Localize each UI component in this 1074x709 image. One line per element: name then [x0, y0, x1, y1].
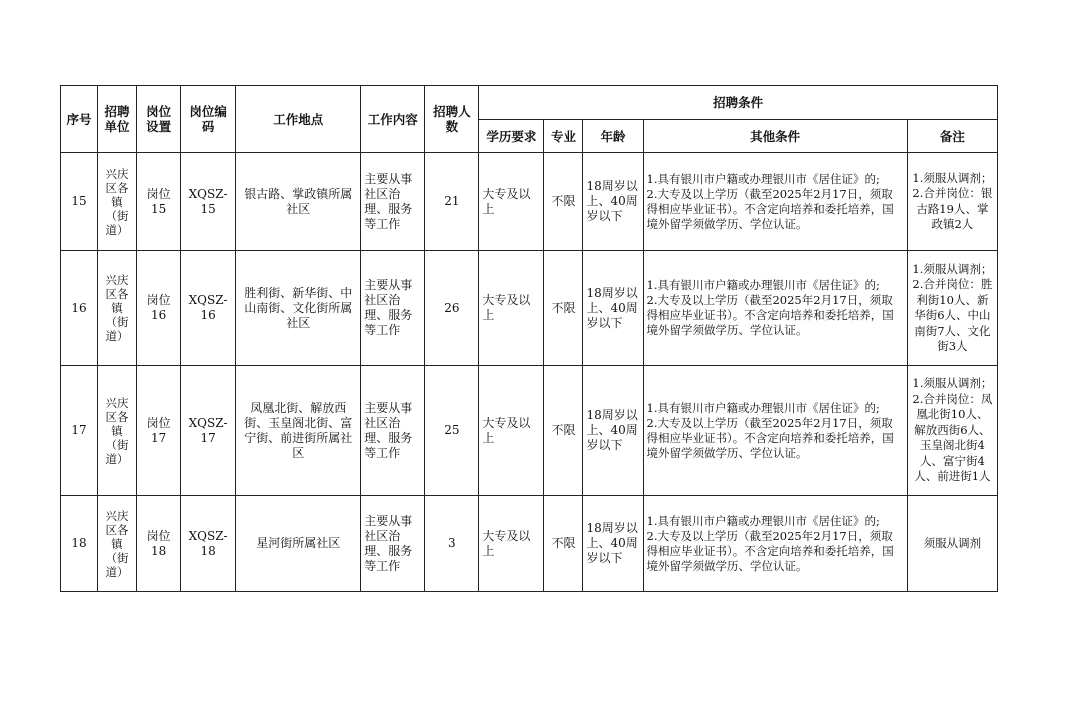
cell-age: 18周岁以上、40周岁以下	[583, 251, 643, 366]
header-major: 专业	[544, 120, 583, 153]
cell-education: 大专及以上	[479, 153, 544, 251]
header-location: 工作地点	[236, 86, 361, 153]
cell-count: 26	[425, 251, 479, 366]
cell-location: 星河街所属社区	[236, 496, 361, 592]
cell-content: 主要从事社区治理、服务等工作	[361, 251, 425, 366]
cell-note: 须服从调剂	[907, 496, 997, 592]
header-age: 年龄	[583, 120, 643, 153]
cell-other-conditions: 1.具有银川市户籍或办理银川市《居住证》的; 2.大专及以上学历（截至2025年2月17日，须取得相应毕业证书）。不含定向培养和委托培养，国境外留学须做学历、学位认证。	[643, 496, 907, 592]
cell-post: 岗位17	[137, 366, 181, 496]
header-content: 工作内容	[361, 86, 425, 153]
cell-location: 胜利街、新华街、中山南街、文化街所属社区	[236, 251, 361, 366]
cell-post: 岗位16	[137, 251, 181, 366]
cell-content: 主要从事社区治理、服务等工作	[361, 496, 425, 592]
cell-seq: 18	[61, 496, 98, 592]
header-seq: 序号	[61, 86, 98, 153]
header-education: 学历要求	[479, 120, 544, 153]
cell-major: 不限	[544, 153, 583, 251]
cell-content: 主要从事社区治理、服务等工作	[361, 153, 425, 251]
cell-education: 大专及以上	[479, 251, 544, 366]
cell-education: 大专及以上	[479, 366, 544, 496]
cell-other-conditions: 1.具有银川市户籍或办理银川市《居住证》的; 2.大专及以上学历（截至2025年2月17日，须取得相应毕业证书）。不含定向培养和委托培养，国境外留学须做学历、学位认证。	[643, 366, 907, 496]
header-note: 备注	[907, 120, 997, 153]
table-row	[61, 366, 998, 496]
header-other: 其他条件	[643, 120, 907, 153]
cell-major: 不限	[544, 496, 583, 592]
cell-seq: 15	[61, 153, 98, 251]
cell-count: 21	[425, 153, 479, 251]
cell-seq: 16	[61, 251, 98, 366]
recruitment-table	[60, 85, 998, 592]
table-row	[61, 496, 998, 592]
table-row	[61, 153, 998, 251]
cell-seq: 17	[61, 366, 98, 496]
cell-code: XQSZ-17	[181, 366, 236, 496]
cell-content: 主要从事社区治理、服务等工作	[361, 366, 425, 496]
cell-location: 银古路、掌政镇所属社区	[236, 153, 361, 251]
cell-note: 1.须服从调剂；2.合并岗位：胜利街10人、新华街6人、中山南街7人、文化街3人	[907, 251, 997, 366]
cell-count: 3	[425, 496, 479, 592]
cell-other-conditions: 1.具有银川市户籍或办理银川市《居住证》的; 2.大专及以上学历（截至2025年2月17日，须取得相应毕业证书）。不含定向培养和委托培养，国境外留学须做学历、学位认证。	[643, 251, 907, 366]
header-count: 招聘人数	[425, 86, 479, 153]
cell-unit: 兴庆区各镇（街道）	[98, 251, 137, 366]
cell-unit: 兴庆区各镇（街道）	[98, 496, 137, 592]
header-post: 岗位设置	[137, 86, 181, 153]
header-code: 岗位编码	[181, 86, 236, 153]
cell-location: 凤凰北街、解放西街、玉皇阁北街、富宁街、前进街所属社区	[236, 366, 361, 496]
cell-other-conditions: 1.具有银川市户籍或办理银川市《居住证》的; 2.大专及以上学历（截至2025年2月17日，须取得相应毕业证书）。不含定向培养和委托培养，国境外留学须做学历、学位认证。	[643, 153, 907, 251]
cell-major: 不限	[544, 366, 583, 496]
cell-post: 岗位18	[137, 496, 181, 592]
header-unit: 招聘单位	[98, 86, 137, 153]
cell-unit: 兴庆区各镇（街道）	[98, 153, 137, 251]
cell-age: 18周岁以上、40周岁以下	[583, 496, 643, 592]
table-row	[61, 251, 998, 366]
cell-major: 不限	[544, 251, 583, 366]
cell-unit: 兴庆区各镇（街道）	[98, 366, 137, 496]
header-row-top	[61, 86, 998, 120]
cell-post: 岗位15	[137, 153, 181, 251]
cell-note: 1.须服从调剂；2.合并岗位：凤凰北街10人、解放西街6人、玉皇阁北街4人、富宁街4人、前进街1人	[907, 366, 997, 496]
cell-code: XQSZ-15	[181, 153, 236, 251]
header-conditions: 招聘条件	[479, 86, 998, 120]
cell-note: 1.须服从调剂；2.合并岗位：银古路19人、掌政镇2人	[907, 153, 997, 251]
cell-code: XQSZ-18	[181, 496, 236, 592]
cell-age: 18周岁以上、40周岁以下	[583, 366, 643, 496]
cell-count: 25	[425, 366, 479, 496]
cell-education: 大专及以上	[479, 496, 544, 592]
cell-age: 18周岁以上、40周岁以下	[583, 153, 643, 251]
cell-code: XQSZ-16	[181, 251, 236, 366]
